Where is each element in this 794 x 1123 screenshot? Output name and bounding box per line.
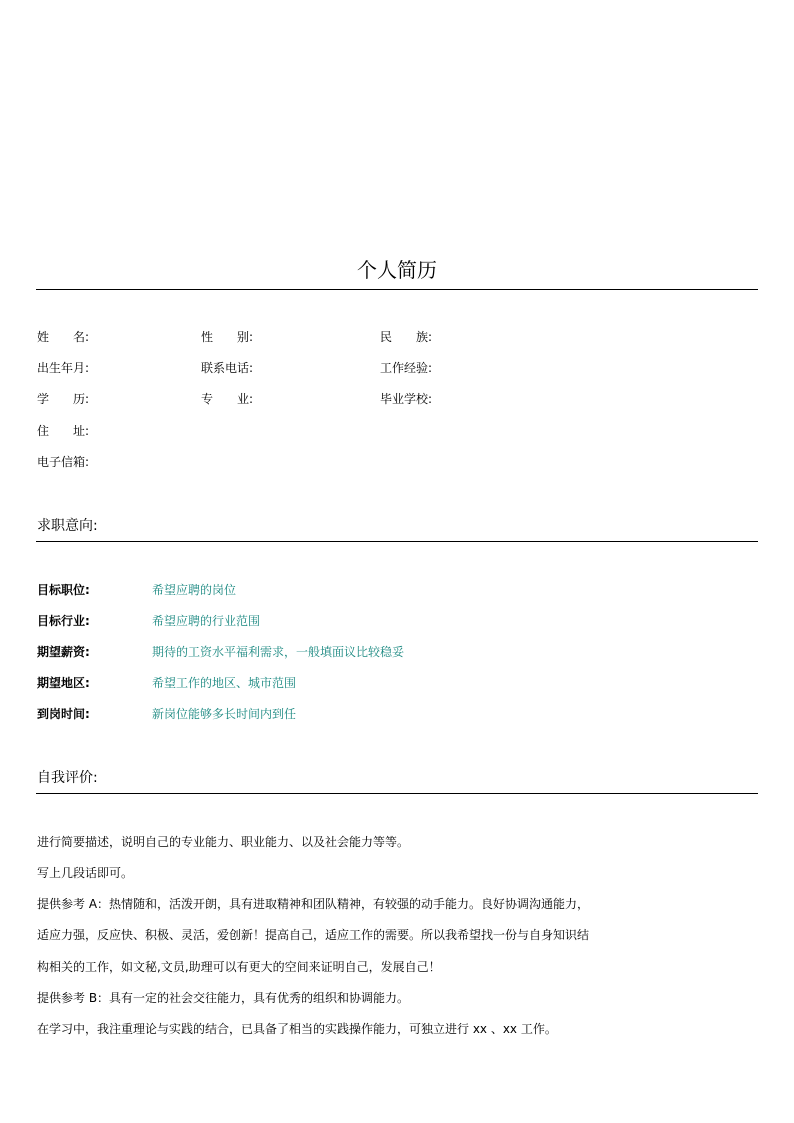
evaluation-line: 写上几段话即可。 xyxy=(37,866,134,880)
gender-label: 性 别: xyxy=(201,330,254,344)
job-intent-heading: 求职意向: xyxy=(37,518,98,534)
ethnicity-label: 民 族: xyxy=(380,330,433,344)
experience-label: 工作经验: xyxy=(380,361,433,375)
job-intent-label: 期望薪资: xyxy=(37,645,90,659)
school-label: 毕业学校: xyxy=(380,392,433,406)
evaluation-line: 构相关的工作，如文秘,文员,助理可以有更大的空间来证明自己，发展自己！ xyxy=(37,960,441,974)
birth-label: 出生年月: xyxy=(37,361,90,375)
phone-label: 联系电话: xyxy=(201,361,254,375)
name-label: 姓 名: xyxy=(37,330,90,344)
major-label: 专 业: xyxy=(201,392,254,406)
evaluation-line: 提供参考 B：具有一定的社会交往能力，具有优秀的组织和协调能力。 xyxy=(37,991,410,1005)
job-intent-divider xyxy=(36,541,758,542)
evaluation-line: 适应力强，反应快、积极、灵活，爱创新！提高自己，适应工作的需要。所以我希望找一份与自身知识结 xyxy=(37,928,590,942)
title-divider xyxy=(36,289,758,290)
job-intent-label: 目标行业: xyxy=(37,614,90,628)
job-intent-label: 期望地区: xyxy=(37,676,90,690)
evaluation-line: 进行简要描述，说明自己的专业能力、职业能力、以及社会能力等等。 xyxy=(37,835,410,849)
job-intent-value: 新岗位能够多长时间内到任 xyxy=(152,707,297,721)
education-label: 学 历: xyxy=(37,392,90,406)
job-intent-value: 希望应聘的岗位 xyxy=(152,583,237,597)
job-intent-value: 希望工作的地区、城市范围 xyxy=(152,676,297,690)
job-intent-value: 期待的工资水平福利需求，一般填面议比较稳妥 xyxy=(152,645,405,659)
resume-title: 个人简历 xyxy=(357,258,437,282)
job-intent-value: 希望应聘的行业范围 xyxy=(152,614,261,628)
job-intent-label: 目标职位: xyxy=(37,583,90,597)
evaluation-line: 在学习中，我注重理论与实践的结合，已具备了相当的实践操作能力，可独立进行 xx 、xx 工作。 xyxy=(37,1022,557,1036)
email-label: 电子信箱: xyxy=(37,455,90,469)
address-label: 住 址: xyxy=(37,424,90,438)
self-evaluation-divider xyxy=(36,793,758,794)
evaluation-line: 提供参考 A：热情随和，活泼开朗，具有进取精神和团队精神，有较强的动手能力。良好协调沟通能力， xyxy=(37,897,590,911)
job-intent-label: 到岗时间: xyxy=(37,707,90,721)
self-evaluation-heading: 自我评价: xyxy=(37,770,98,786)
